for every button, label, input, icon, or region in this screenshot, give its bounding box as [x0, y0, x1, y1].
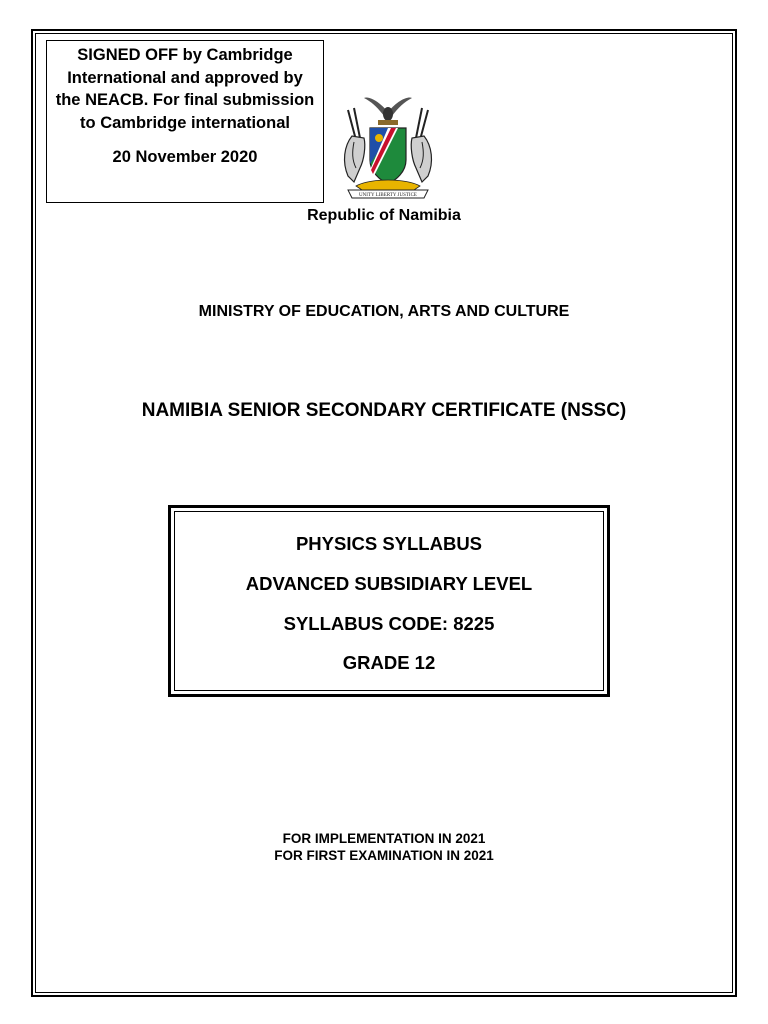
signoff-text: SIGNED OFF by Cambridge International and approved by the NEACB. For final submission to Cambridge international	[55, 46, 315, 132]
signoff-date: 20 November 2020	[112, 148, 258, 166]
implementation-line: FOR IMPLEMENTATION IN 2021	[282, 831, 486, 846]
syllabus-level: ADVANCED SUBSIDIARY LEVEL	[245, 573, 533, 594]
coat-of-arms-icon	[334, 90, 442, 202]
syllabus-grade: GRADE 12	[342, 652, 436, 673]
syllabus-box	[168, 505, 610, 697]
certificate-title: NAMIBIA SENIOR SECONDARY CERTIFICATE (NSSC)	[141, 400, 627, 421]
emblem-motto: UNITY LIBERTY JUSTICE	[359, 193, 417, 198]
country-name: Republic of Namibia	[307, 207, 461, 224]
syllabus-code: SYLLABUS CODE: 8225	[283, 613, 495, 634]
syllabus-subject: PHYSICS SYLLABUS	[295, 533, 483, 554]
signoff-box	[46, 40, 324, 203]
implementation-notice	[0, 830, 768, 864]
ministry-name: MINISTRY OF EDUCATION, ARTS AND CULTURE	[198, 303, 570, 320]
examination-line: FOR FIRST EXAMINATION IN 2021	[274, 848, 494, 863]
